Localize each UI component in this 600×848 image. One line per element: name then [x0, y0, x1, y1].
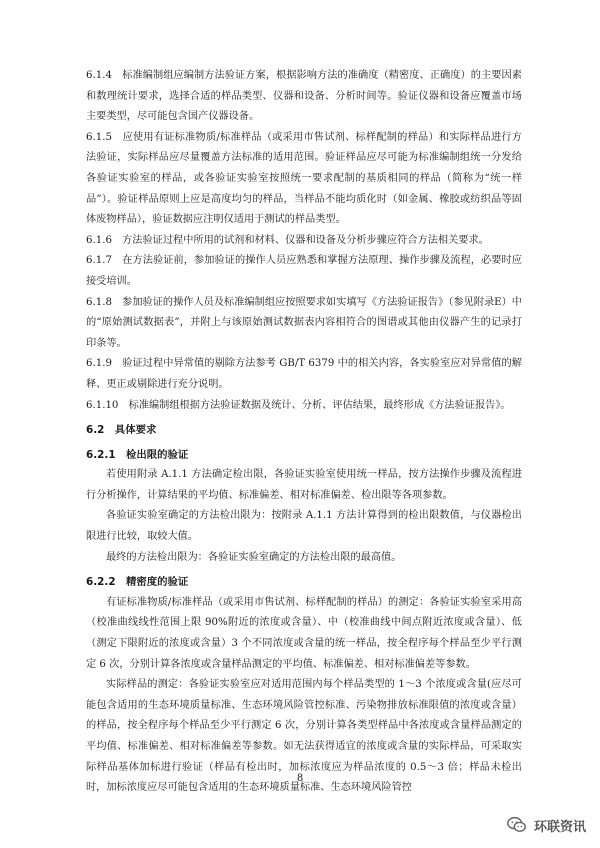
clause-6-1-4: 6.1.4 标准编制组应编制方法验证方案，根据影响方法的准确度（精密度、正确度）的主要因素和数理统计要求，选择合适的样品类型、仪器和设备、分析时间等。验证仪器和设备应覆盖市场主要类型，尽可能包含国产仪器设备。 — [86, 70, 522, 123]
clause-6-1-10: 6.1.10 标准编制组根据方法验证数据及统计、分析、评估结果，最终形成《方法验证报告》。 — [86, 399, 511, 411]
section-heading-6-2-1: 6.2.1 检出限的验证 — [86, 448, 189, 461]
paragraph-lab-detection-limit: 各验证实验室确定的方法检出限为：按附录 A.1.1 方法计算得到的检出限数值，与仪器检出限进行比较，取较大值。 — [86, 510, 522, 543]
clause-6-1-8: 6.1.8 参加验证的操作人员及标准编制组应按照要求如实填写《方法验证报告》（参见附录E）中的“原始测试数据表”，并附上与该原始测试数据表内容相符合的图谱或其他由仪器产生的记录打印条等。 — [86, 296, 522, 349]
watermark-text: 环联资讯 — [533, 819, 586, 835]
document-body — [86, 66, 522, 799]
page-number: 8 — [296, 773, 304, 784]
section-heading-6-2-2: 6.2.2 精密度的验证 — [86, 576, 189, 589]
paragraph-final-detection-limit: 最终的方法检出限为：各验证实验室确定的方法检出限的最高值。 — [106, 551, 402, 563]
paragraph-detection-limit-method: 若使用附录 A.1.1 方法确定检出限，各验证实验室使用统一样品，按方法操作步骤及流程进行分析操作，计算结果的平均值、标准偏差、相对标准偏差、检出限等各项参数。 — [86, 469, 522, 501]
paragraph-actual-sample-test: 实际样品的测定：各验证实验室应对适用范围内每个样品类型的 1～3 个浓度或含量(应尽可能包含适用的生态环境质量标准、生态环境风险管控标准、污染物排放标准限值的浓度或含量）的样品，按全程序每个样品至少平行测定 6 次，分别计算各类型样品中各浓度或含量样品测定的平均值、标准偏差、相对标准偏差等参数。如无法获得适宜的浓度或含量的实际样品，可采取实际样品基体加标进行验证（样品有检出时，加标浓度应为样品浓度的 0.5～3 倍；样品未检出时，加标浓度应尽可能包含适用的生态环境质量标准、生态环境风险管控 — [86, 679, 522, 794]
clause-6-1-7: 6.1.7 在方法验证前，参加验证的操作人员应熟悉和掌握方法原理、操作步骤及流程，必要时应接受培训。 — [86, 255, 522, 287]
wechat-icon — [506, 814, 528, 836]
paragraph-reference-material-test: 有证标准物质/标准样品（或采用市售试剂、标样配制的样品）的测定：各验证实验室采用高（校准曲线线性范围上限 90%附近的浓度或含量）、中（校准曲线中间点附近浓度或含量）、低（测定下限附近的浓度或含量）3 个不同浓度或含量的统一样品，按全程序每个样品至少平行测定 6 次，分别计算各浓度或含量样品测定的平均值、标准偏差、相对标准偏差等参数。 — [86, 596, 522, 670]
section-heading-6-2: 6.2 具体要求 — [86, 424, 157, 437]
clause-6-1-6: 6.1.6 方法验证过程中所用的试剂和材料、仪器和设备及分析步骤应符合方法相关要求。 — [86, 234, 489, 246]
clause-6-1-5: 6.1.5 应使用有证标准物质/标准样品（或采用市售试剂、标样配制的样品）和实际样品进行方法验证，实际样品应尽量覆盖方法标准的适用范围。验证样品应尽可能为标准编制组统一分发给各验证实验室的样品，或各验证实验室按照统一要求配制的基质相同的样品（简称为“统一样品”）。验证样品原则上应是高度均匀的样品，当样品不能均质化时（如金属、橡胶或纺织品等固体废物样品），验证数据应注明仅适用于测试的样品类型。 — [86, 131, 522, 226]
clause-6-1-9: 6.1.9 验证过程中异常值的剔除方法参考 GB/T 6379 中的相关内容，各实验室应对异常值的解释、更正或剔除进行充分说明。 — [86, 358, 522, 390]
watermark — [506, 814, 586, 836]
